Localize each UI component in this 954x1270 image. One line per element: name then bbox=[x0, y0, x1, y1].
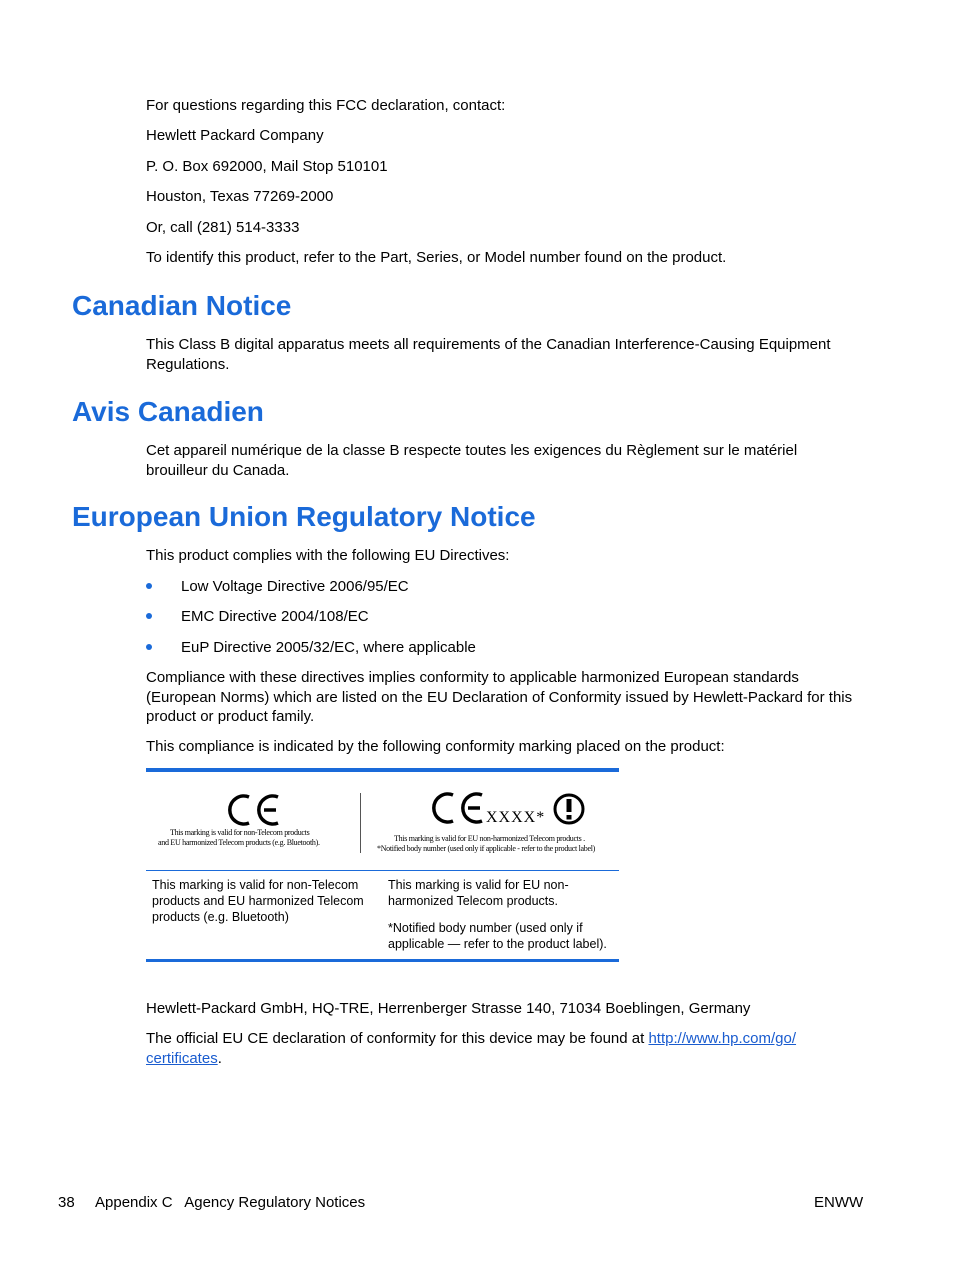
fcc-phone: Or, call (281) 514-3333 bbox=[146, 219, 300, 236]
avis-canadien-heading: Avis Canadien bbox=[72, 396, 264, 427]
footer-code: ENWW bbox=[814, 1194, 864, 1211]
bullet-icon bbox=[146, 613, 152, 619]
table-cell-col2-line2: *Notified body number (used only if applicable — refer to the product label). bbox=[388, 921, 607, 951]
certificates-link-continued[interactable]: certificates bbox=[146, 1049, 218, 1067]
eu-compliance-text: Compliance with these directives implies conformity to applicable harmonized European standards (European Norms) which are listed on the EU Declaration of Conformity issued by Hewlett-Packard for this product or product family. bbox=[146, 669, 853, 725]
bullet-icon bbox=[146, 583, 152, 589]
ce-mark-icon bbox=[226, 793, 282, 827]
fcc-company: Hewlett Packard Company bbox=[146, 127, 324, 144]
eu-intro: This product complies with the following EU Directives: bbox=[146, 547, 510, 564]
table-cell-col2-line1: This marking is valid for EU non-harmonized Telecom products. bbox=[388, 878, 569, 908]
bullet-icon bbox=[146, 644, 152, 650]
fcc-contact-intro: For questions regarding this FCC declaration, contact: bbox=[146, 97, 506, 114]
canadian-notice-heading: Canadian Notice bbox=[72, 290, 292, 321]
logo-right-caption-1: This marking is valid for EU non-harmonized Telecom products . bbox=[394, 834, 585, 843]
fcc-identify: To identify this product, refer to the Part, Series, or Model number found on the product. bbox=[146, 249, 727, 266]
logo-divider bbox=[360, 793, 361, 853]
directive-text: EuP Directive 2005/32/EC, where applicable bbox=[181, 639, 476, 656]
avis-canadien-text: Cet appareil numérique de la classe B respecte toutes les exigences du Règlement sur le matériel brouilleur du Canada. bbox=[146, 442, 798, 479]
declaration-trailing: . bbox=[217, 1049, 222, 1067]
directive-text: Low Voltage Directive 2006/95/EC bbox=[181, 578, 409, 595]
table-middle-rule bbox=[146, 870, 619, 871]
logo-right-caption-2: *Notified body number (used only if applicable - refer to the product label) bbox=[377, 844, 596, 853]
footer-page-number: 38 bbox=[58, 1194, 75, 1211]
eu-notice-heading: European Union Regulatory Notice bbox=[72, 501, 536, 532]
eu-marking-intro: This compliance is indicated by the following conformity marking placed on the product: bbox=[146, 738, 725, 755]
table-bottom-rule bbox=[146, 959, 619, 962]
declaration-text: The official EU CE declaration of conformity for this device may be found at bbox=[146, 1030, 649, 1047]
canadian-notice-text: This Class B digital apparatus meets all requirements of the Canadian Interference-Causing Equipment Regulations. bbox=[146, 336, 831, 373]
logo-left-caption-1: This marking is valid for non-Telecom products bbox=[170, 828, 310, 837]
certificates-link[interactable]: http://www.hp.com/go/ bbox=[648, 1030, 797, 1047]
fcc-city: Houston, Texas 77269-2000 bbox=[146, 188, 334, 205]
hp-address: Hewlett-Packard GmbH, HQ-TRE, Herrenberger Strasse 140, 71034 Boeblingen, Germany bbox=[146, 1000, 751, 1017]
logo-left-caption-2: and EU harmonized Telecom products (e.g. Bluetooth). bbox=[158, 838, 320, 847]
declaration-paragraph bbox=[146, 1029, 856, 1068]
footer-section: Appendix C Agency Regulatory Notices bbox=[95, 1194, 366, 1211]
table-cell-col1: This marking is valid for non-Telecom products and EU harmonized Telecom products (e.g. Bluetooth) bbox=[152, 878, 364, 924]
alert-circle-icon bbox=[552, 792, 586, 826]
directive-text: EMC Directive 2004/108/EC bbox=[181, 608, 369, 625]
fcc-po-box: P. O. Box 692000, Mail Stop 510101 bbox=[146, 158, 388, 175]
ce-mark-icon bbox=[430, 791, 486, 825]
table-top-rule bbox=[146, 768, 619, 772]
notified-body-number: XXXX* bbox=[486, 809, 546, 826]
